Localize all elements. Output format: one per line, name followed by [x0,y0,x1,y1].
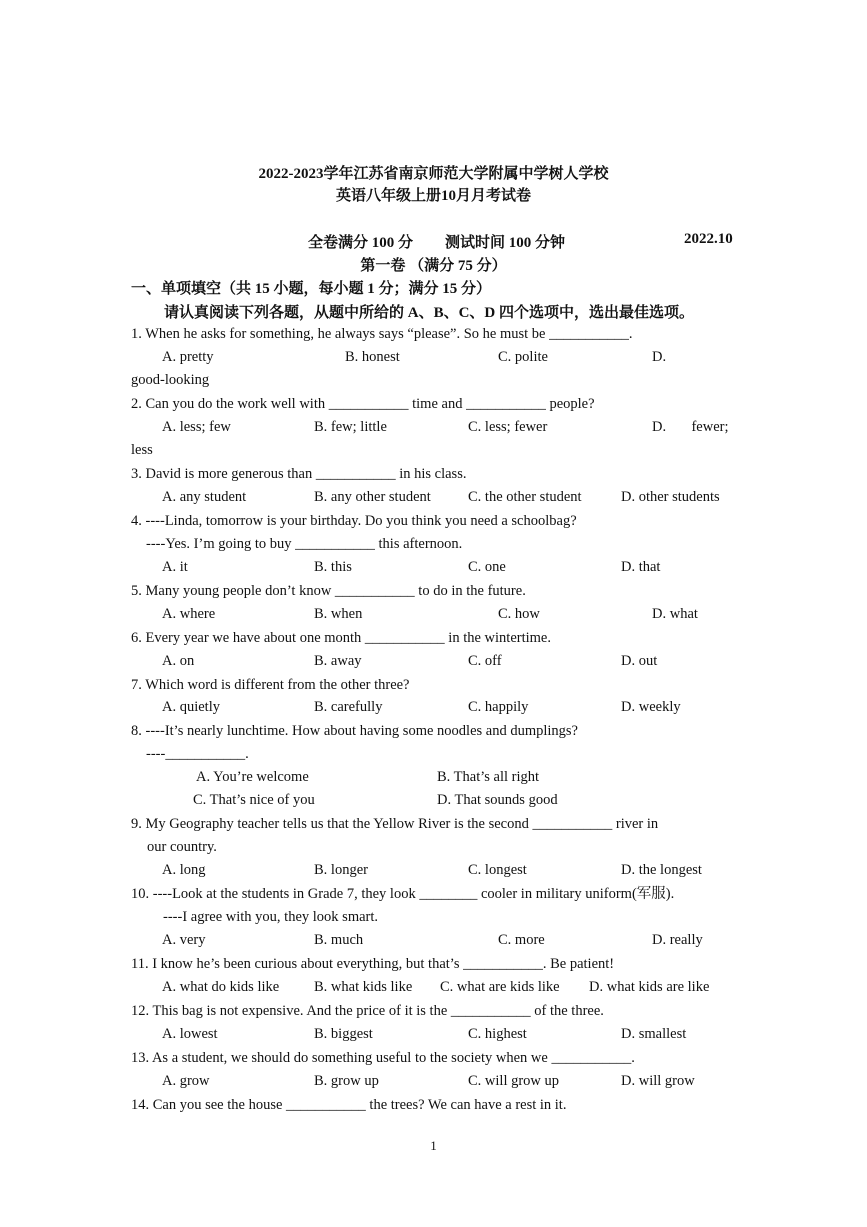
question-12-option-c: C. highest [468,1026,527,1042]
question-6-option-a: A. on [162,653,195,669]
question-5-option-c: C. how [498,606,540,622]
question-3-option-d: D. other students [621,489,720,505]
question-1-option-a: A. pretty [162,349,214,365]
question-5-option-d: D. what [652,606,698,622]
question-7-stem: 7. Which word is different from the other three? [131,677,410,693]
question-10-option-b: B. much [314,932,364,948]
question-7-option-c: C. happily [468,699,529,715]
question-2-option-c: C. less; fewer [468,419,548,435]
question-12-option-d: D. smallest [621,1026,687,1042]
question-9-option-c: C. longest [468,862,527,878]
question-9-stem-2: our country. [147,839,217,855]
question-8-option-a: A. You’re welcome [196,769,309,785]
question-10-option-c: C. more [498,932,545,948]
question-5-stem: 5. Many young people don’t know ___________ to do in the future. [131,583,526,599]
question-11-option-b: B. what kids like [314,979,413,995]
question-13-stem: 13. As a student, we should do something useful to the society when we ___________. [131,1050,635,1066]
question-5-option-b: B. when [314,606,363,622]
test-time: 测试时间 100 分钟 [445,235,566,251]
question-12-option-a: A. lowest [162,1026,218,1042]
question-1-option-b: B. honest [345,349,400,365]
question-8-stem-2: ----___________. [146,746,249,762]
volume-label: 第一卷 （满分 75 分） [360,258,507,274]
question-14-stem: 14. Can you see the house ___________ the trees? We can have a rest in it. [131,1097,567,1113]
question-4-option-b: B. this [314,559,352,575]
question-2-option-d: D. fewer; [652,419,729,435]
question-1-option-d-cont: good-looking [131,372,210,388]
full-score: 全卷满分 100 分 [308,235,414,251]
question-1-option-c: C. polite [498,349,548,365]
question-6-option-d: D. out [621,653,658,669]
question-9-stem: 9. My Geography teacher tells us that the Yellow River is the second ___________ river in [131,816,659,832]
question-3-option-a: A. any student [162,489,247,505]
question-12-option-b: B. biggest [314,1026,373,1042]
question-2-option-a: A. less; few [162,419,231,435]
question-13-option-b: B. grow up [314,1073,379,1089]
question-1-stem: 1. When he asks for something, he always says “please”. So he must be ___________. [131,326,633,342]
question-11-option-c: C. what are kids like [440,979,560,995]
question-2-option-d-cont: less [131,442,153,458]
question-12-stem: 12. This bag is not expensive. And the price of it is the ___________ of the three. [131,1003,604,1019]
question-7-option-a: A. quietly [162,699,220,715]
question-9-option-b: B. longer [314,862,368,878]
question-13-option-d: D. will grow [621,1073,695,1089]
question-4-stem: 4. ----Linda, tomorrow is your birthday. Do you think you need a schoolbag? [131,513,577,529]
question-4-option-a: A. it [162,559,188,575]
exam-date: 2022.10 [684,231,733,247]
question-10-option-a: A. very [162,932,206,948]
question-3-stem: 3. David is more generous than ___________ in his class. [131,466,467,482]
question-10-stem-2: ----I agree with you, they look smart. [163,909,379,925]
question-2-option-b: B. few; little [314,419,387,435]
question-4-option-c: C. one [468,559,506,575]
question-11-option-a: A. what do kids like [162,979,280,995]
question-6-option-b: B. away [314,653,362,669]
question-4-stem-2: ----Yes. I’m going to buy ___________ this afternoon. [146,536,463,552]
question-13-option-c: C. will grow up [468,1073,560,1089]
question-8-option-d: D. That sounds good [437,792,558,808]
section-instruction: 请认真阅读下列各题，从题中所给的 A、B、C、D 四个选项中，选出最佳选项。 [164,305,695,321]
question-10-option-d: D. really [652,932,703,948]
question-5-option-a: A. where [162,606,216,622]
question-11-stem: 11. I know he’s been curious about everything, but that’s ___________. Be patient! [131,956,615,972]
exam-title-line2: 英语八年级上册10月月考试卷 [335,188,531,204]
question-2-stem: 2. Can you do the work well with ___________ time and ___________ people? [131,396,595,412]
question-6-option-c: C. off [468,653,502,669]
page-number: 1 [430,1138,437,1153]
question-10-stem: 10. ----Look at the students in Grade 7, they look ________ cooler in military uniform(军服). [131,886,675,902]
section-heading: 一、单项填空（共 15 小题，每小题 1 分；满分 15 分） [131,281,492,297]
question-1-option-d: D. [652,349,667,365]
question-7-option-d: D. weekly [621,699,681,715]
question-9-option-d: D. the longest [621,862,702,878]
question-8-stem: 8. ----It’s nearly lunchtime. How about having some noodles and dumplings? [131,723,578,739]
question-11-option-d: D. what kids are like [589,979,710,995]
question-3-option-c: C. the other student [468,489,582,505]
question-8-option-b: B. That’s all right [437,769,540,785]
question-9-option-a: A. long [162,862,206,878]
question-4-option-d: D. that [621,559,661,575]
question-7-option-b: B. carefully [314,699,383,715]
exam-title-line1: 2022-2023学年江苏省南京师范大学附属中学树人学校 [258,166,609,182]
question-13-option-a: A. grow [162,1073,210,1089]
question-3-option-b: B. any other student [314,489,431,505]
question-6-stem: 6. Every year we have about one month ___________ in the wintertime. [131,630,551,646]
question-8-option-c: C. That’s nice of you [193,792,315,808]
